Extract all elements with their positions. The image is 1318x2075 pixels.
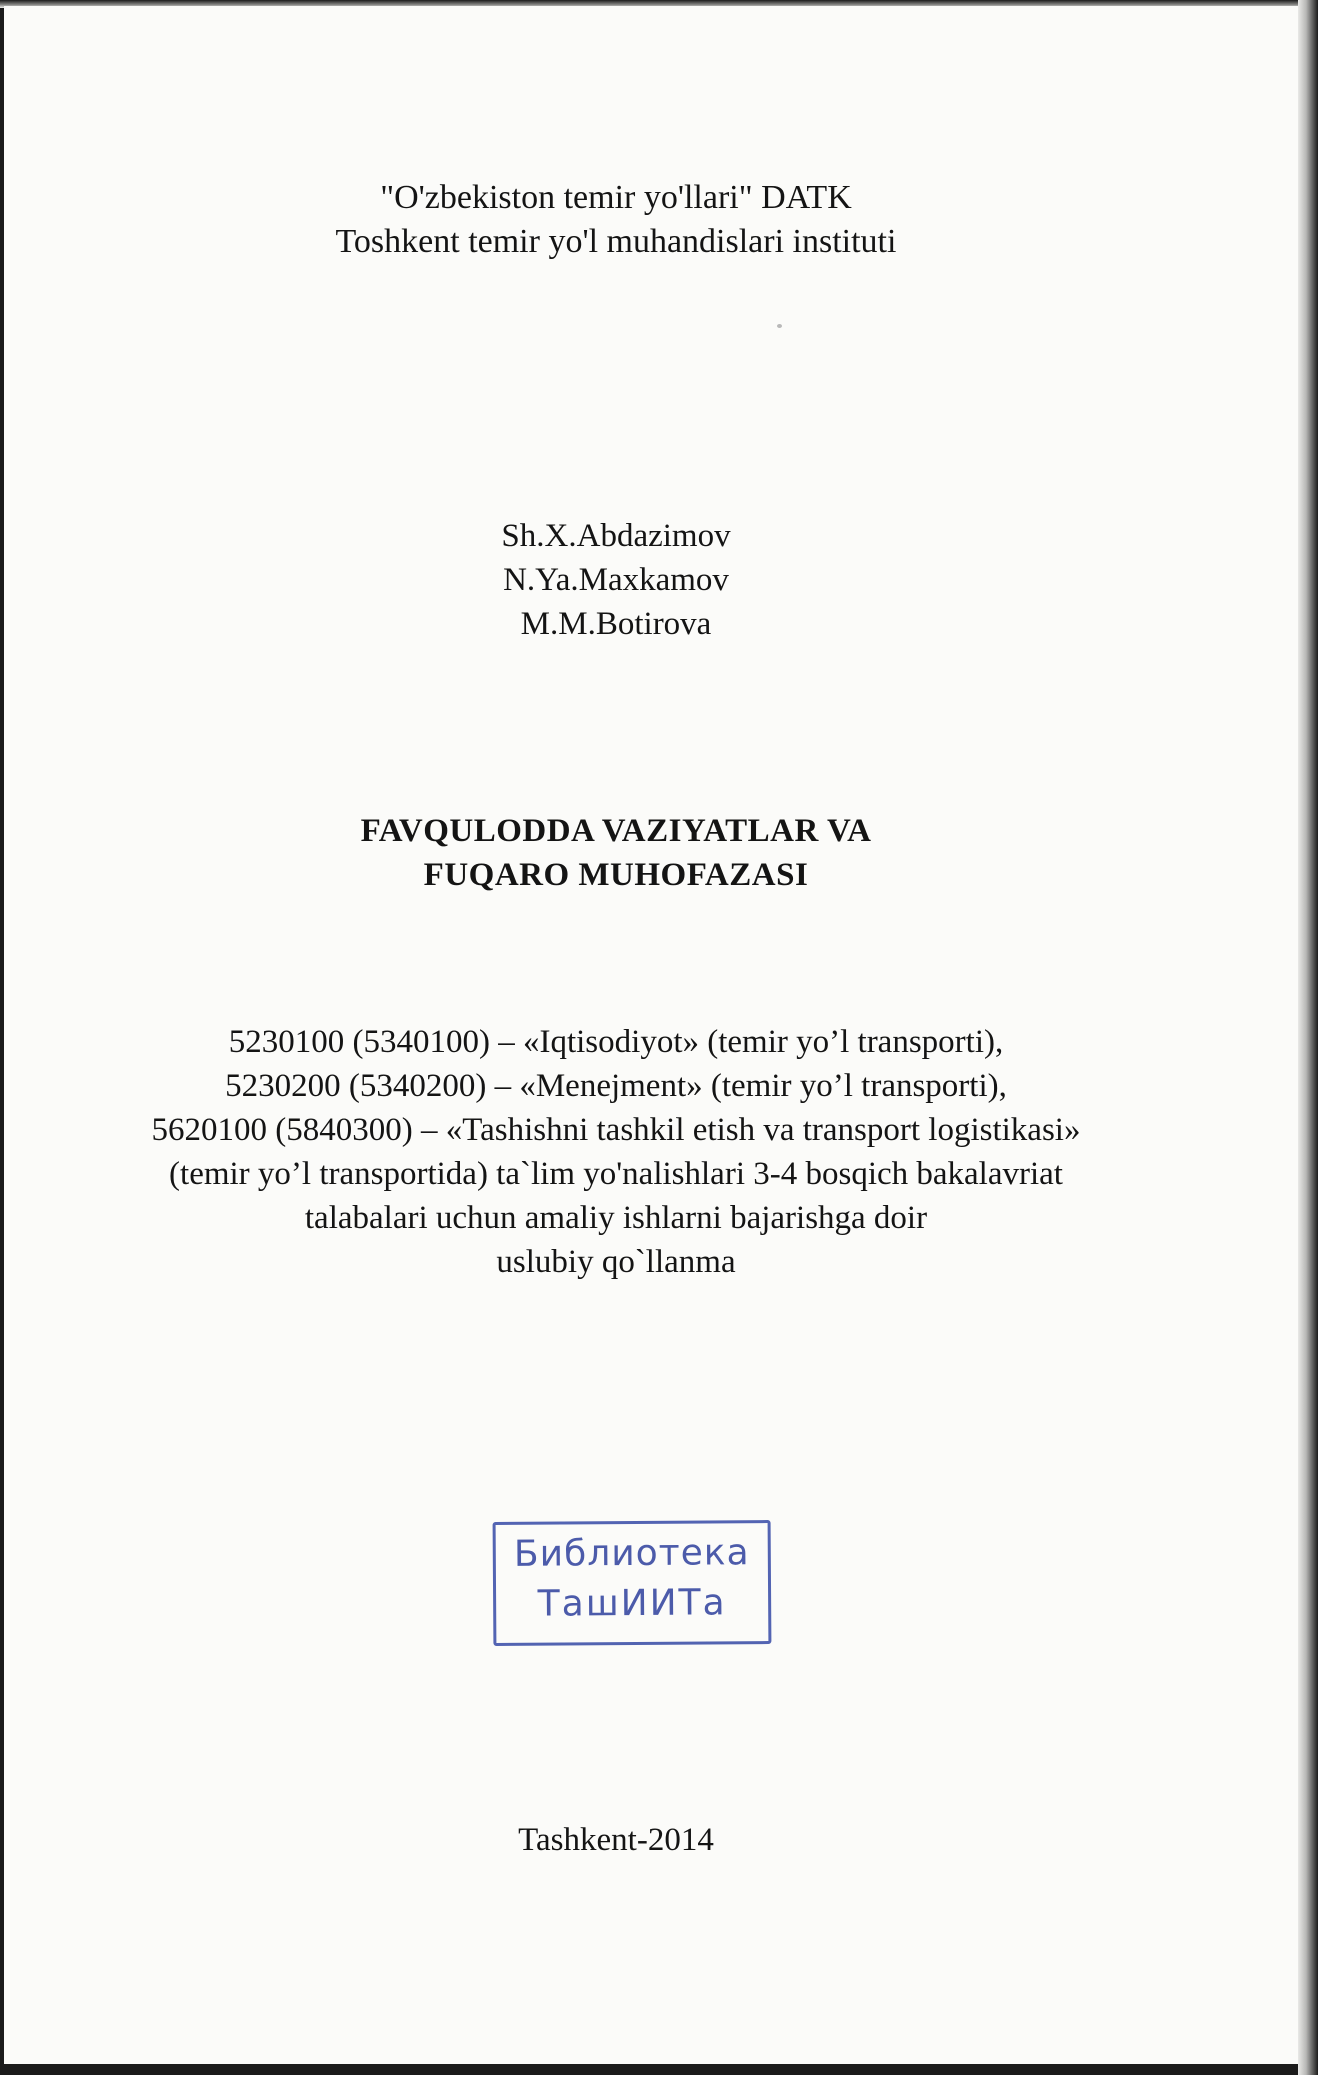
publisher-header [4,176,1228,264]
city-year [4,1818,1228,1862]
organization-name: "O'zbekiston temir yo'llari" DATK [380,179,852,216]
city-year-text: Tashkent-2014 [518,1822,714,1858]
description-line: talabalari uchun amaliy ishlarni bajarishga doir [304,1200,928,1236]
description-line: uslubiy qo`llanma [496,1244,736,1280]
description-line: 5230200 (5340200) – «Menejment» (temir yo’l transporti), [225,1068,1007,1104]
author-name: M.M.Botirova [520,606,712,642]
title-line-1: FAVQULODDA VAZIYATLAR VA [360,813,872,849]
scan-border-right [1298,0,1318,2075]
title-line-2: FUQARO MUHOFAZASI [423,857,809,893]
authors-list [4,514,1228,646]
institute-name: Toshkent temir yo'l muhandislari instituti [335,223,897,260]
author-name: Sh.X.Abdazimov [501,518,731,554]
document-page [4,6,1298,2064]
description-line: 5620100 (5840300) – «Tashishni tashkil etish va transport logistikasi» [151,1112,1081,1148]
author-name: N.Ya.Maxkamov [503,562,729,598]
stamp-line-1: Библиотека [513,1532,750,1575]
document-description [4,1020,1228,1284]
library-stamp [493,1520,772,1646]
description-line: (temir yo’l transportida) ta`lim yo'nalishlari 3-4 bosqich bakalavriat [169,1156,1063,1192]
stamp-line-2: ТашИИТа [537,1582,727,1625]
scan-speck [777,324,782,328]
description-line: 5230100 (5340100) – «Iqtisodiyot» (temir yo’l transporti), [228,1024,1004,1060]
document-title [4,809,1228,897]
